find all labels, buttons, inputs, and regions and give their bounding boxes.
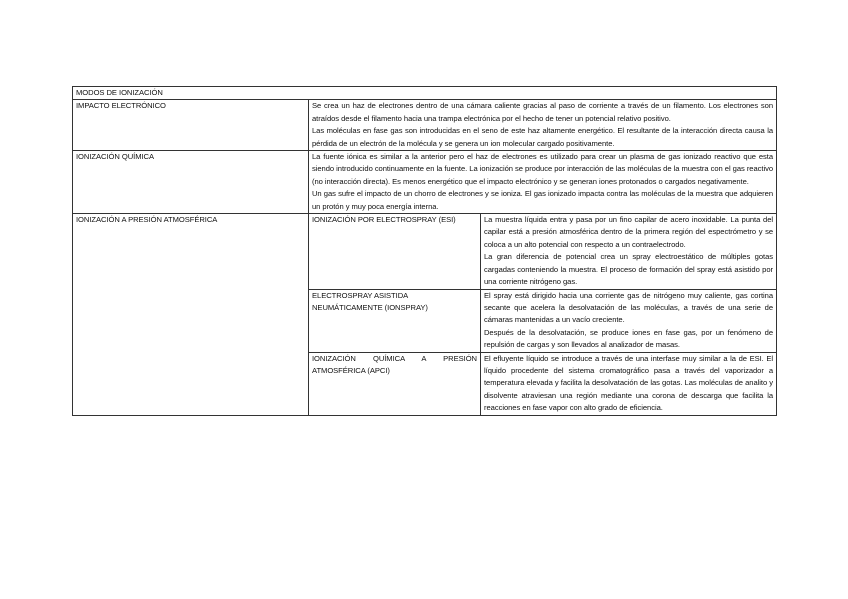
submode-description: [481, 214, 777, 289]
table-row: [73, 100, 777, 151]
table-row: [73, 151, 777, 214]
submode-label: ELECTROSPRAY ASISTIDA NEUMÁTICAMENTE (IONSPRAY): [309, 289, 481, 352]
table-row: [73, 214, 777, 289]
description-paragraph: Un gas sufre el impacto de un chorro de electrones y se ioniza. El gas ionizado impacta contra las moléculas de la muestra que adquieren un protón y muy poca energía interna.: [312, 189, 774, 211]
description-paragraph: Después de la desolvatación, se produce iones en fase gas, por un fenómeno de repulsión de cargas y son llevados al analizador de masas.: [484, 327, 774, 350]
table-header-row: [73, 87, 777, 100]
mode-label: IMPACTO ELECTRÓNICO: [73, 100, 309, 151]
description-paragraph: Se crea un haz de electrones dentro de una cámara caliente gracias al paso de corriente a través de un filamento. Los electrones son atraídos desde el filamento hacia una trampa electrónica por el hecho de tener un potencial relativo positivo.: [312, 101, 774, 123]
description-paragraph: La fuente iónica es similar a la anterior pero el haz de electrones es utilizado para crear un plasma de gas ionizado reactivo que esta siendo introducido continuamente en la fuente. La ionización se produce por interacción de las moléculas de la muestra con el gas reactivo (no interacción directa). Es menos energético que el impacto electrónico y se generan iones protonados o cargados negativamente.: [312, 152, 774, 186]
table-header: MODOS DE IONIZACIÓN: [73, 87, 777, 100]
description-paragraph: La muestra líquida entra y pasa por un fino capilar de acero inoxidable. La punta del capilar está a presión atmosférica dentro de la primera región del espectrómetro y se coloca a un alto potencial con respecto a un contraelectrodo.: [484, 215, 774, 249]
ionization-modes-table: [72, 86, 777, 416]
description-paragraph: El spray está dirigido hacia una corriente gas de nitrógeno muy caliente, gas cortina secante que acelera la desolvatación de las moléculas, a través de una serie de cámaras mantenidas a un vacío creciente.: [484, 290, 774, 325]
submode-description: [481, 352, 777, 415]
submode-label: IONIZACIÓN QUÍMICA A PRESIÓN ATMOSFÉRICA (APCI): [309, 352, 481, 415]
mode-description: [309, 100, 777, 151]
mode-label: IONIZACIÓN QUÍMICA: [73, 151, 309, 214]
mode-label: IONIZACIÓN A PRESIÓN ATMOSFÉRICA: [73, 214, 309, 416]
mode-description: [309, 151, 777, 214]
description-paragraph: El efluyente líquido se introduce a través de una interfase muy similar a la de ESI. El líquido procedente del sistema cromatográfico pasa a través del vaporizador a temperatura elevada y facilita la desolvatación de las gotas. Las moléculas de analito y disolvente atraviesan una región mediante una corona de descarga que facilita la reacciones en fase vapor con alto grado de eficiencia.: [484, 353, 774, 413]
description-paragraph: Las moléculas en fase gas son introducidas en el seno de este haz altamente energético. El resultante de la interacción directa causa la pérdida de un electrón de la molécula y se genera un ion molecular cargado positivamente.: [312, 126, 774, 148]
submode-label: IONIZACIÓN POR ELECTROSPRAY (ESI): [309, 214, 481, 289]
description-paragraph: La gran diferencia de potencial crea un spray electroestático de múltiples gotas cargadas conteniendo la muestra. El proceso de formación del spray está asistido por una corriente nitrógeno gas.: [484, 252, 774, 287]
submode-description: [481, 289, 777, 352]
